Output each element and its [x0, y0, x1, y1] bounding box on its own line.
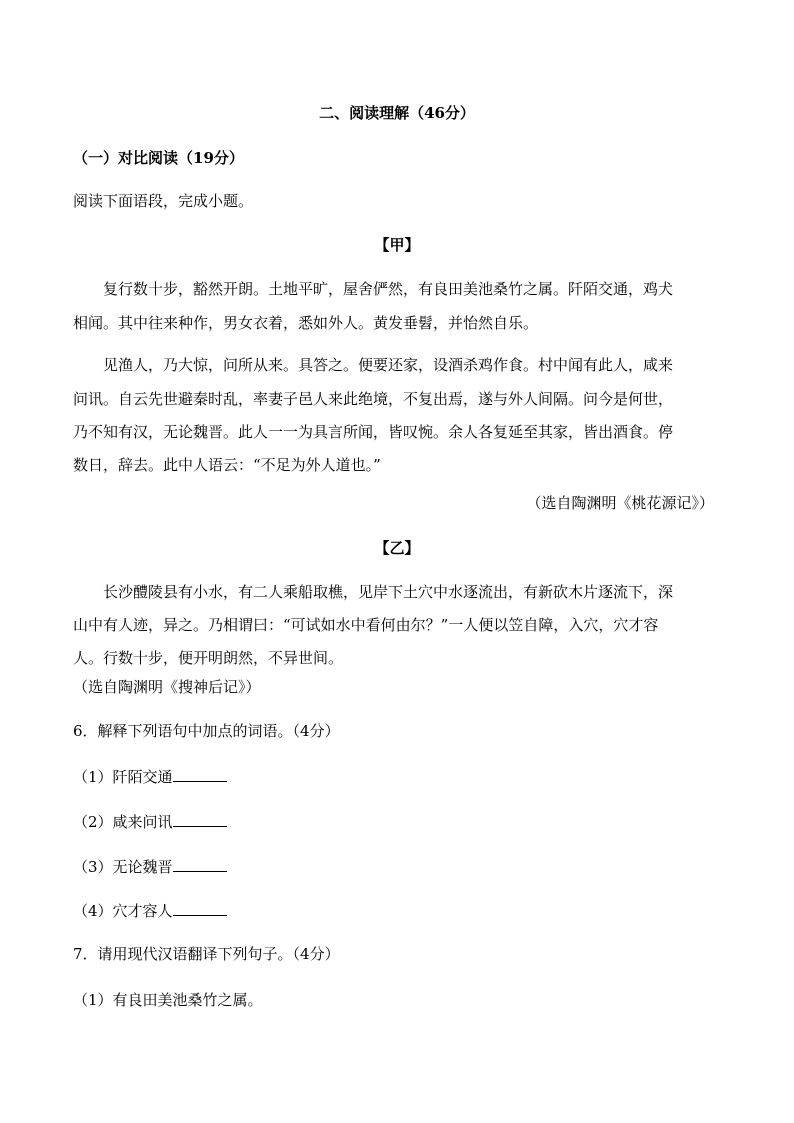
question-6-item-text: （3）无论魏晋 — [73, 858, 173, 876]
passage-jia-line: 数日，辞去。此中人语云：“不足为外人道也。” — [73, 456, 381, 474]
answer-blank[interactable] — [173, 857, 227, 872]
passage-jia-source: （选自陶渊明《桃花源记》） — [526, 494, 714, 512]
instruction-text: 阅读下面语段，完成小题。 — [73, 192, 254, 210]
answer-blank[interactable] — [173, 812, 227, 827]
question-6-title: 6．解释下列语句中加点的词语。（4分） — [73, 722, 340, 740]
passage-jia-line: 相闻。其中往来种作，男女衣着，悉如外人。黄发垂髫，并怡然自乐。 — [73, 314, 539, 332]
passage-jia-label: 【甲】 — [374, 236, 420, 254]
passage-yi-source: （选自陶渊明《搜神后记》） — [73, 678, 261, 696]
passage-jia-line: 复行数十步，豁然开朗。土地平旷，屋舍俨然，有良田美池桑竹之属。阡陌交通，鸡犬 — [103, 280, 674, 298]
passage-yi-line: 山中有人迹，异之。乃相谓曰：“可试如水中看何由尔？”一人便以笠自障，入穴，穴才容 — [73, 616, 659, 634]
passage-jia-line: 见渔人，乃大惊，问所从来。具答之。便要还家，设酒杀鸡作食。村中闻有此人，咸来 — [103, 356, 674, 374]
question-7-title: 7．请用现代汉语翻译下列句子。（4分） — [73, 945, 340, 963]
passage-yi-label: 【乙】 — [374, 539, 420, 557]
passage-yi-line: 长沙醴陵县有小水，有二人乘船取樵，见岸下土穴中水逐流出，有新砍木片逐流下，深 — [103, 583, 674, 601]
question-6-item — [73, 857, 227, 877]
part-title: （一）对比阅读（19分） — [73, 149, 244, 167]
answer-blank[interactable] — [173, 901, 227, 916]
question-6-item-text: （1）阡陌交通 — [73, 768, 173, 786]
question-6-item — [73, 767, 227, 787]
answer-blank[interactable] — [173, 767, 227, 782]
passage-yi-line: 人。行数十步，便开明朗然，不异世间。 — [73, 649, 344, 667]
question-6-item-text: （2）咸来问讯 — [73, 813, 173, 831]
section-title: 二、阅读理解（46分） — [319, 104, 475, 122]
passage-jia-line: 乃不知有汉，无论魏晋。此人一一为具言所闻，皆叹惋。余人各复延至其家，皆出酒食。停 — [73, 423, 674, 441]
question-6-item — [73, 901, 227, 921]
passage-jia-line: 问讯。自云先世避秦时乱，率妻子邑人来此绝境，不复出焉，遂与外人间隔。问今是何世， — [73, 390, 674, 408]
question-7-item: （1）有良田美池桑竹之属。 — [73, 991, 263, 1009]
question-6-item — [73, 812, 227, 832]
question-6-item-text: （4）穴才容人 — [73, 902, 173, 920]
